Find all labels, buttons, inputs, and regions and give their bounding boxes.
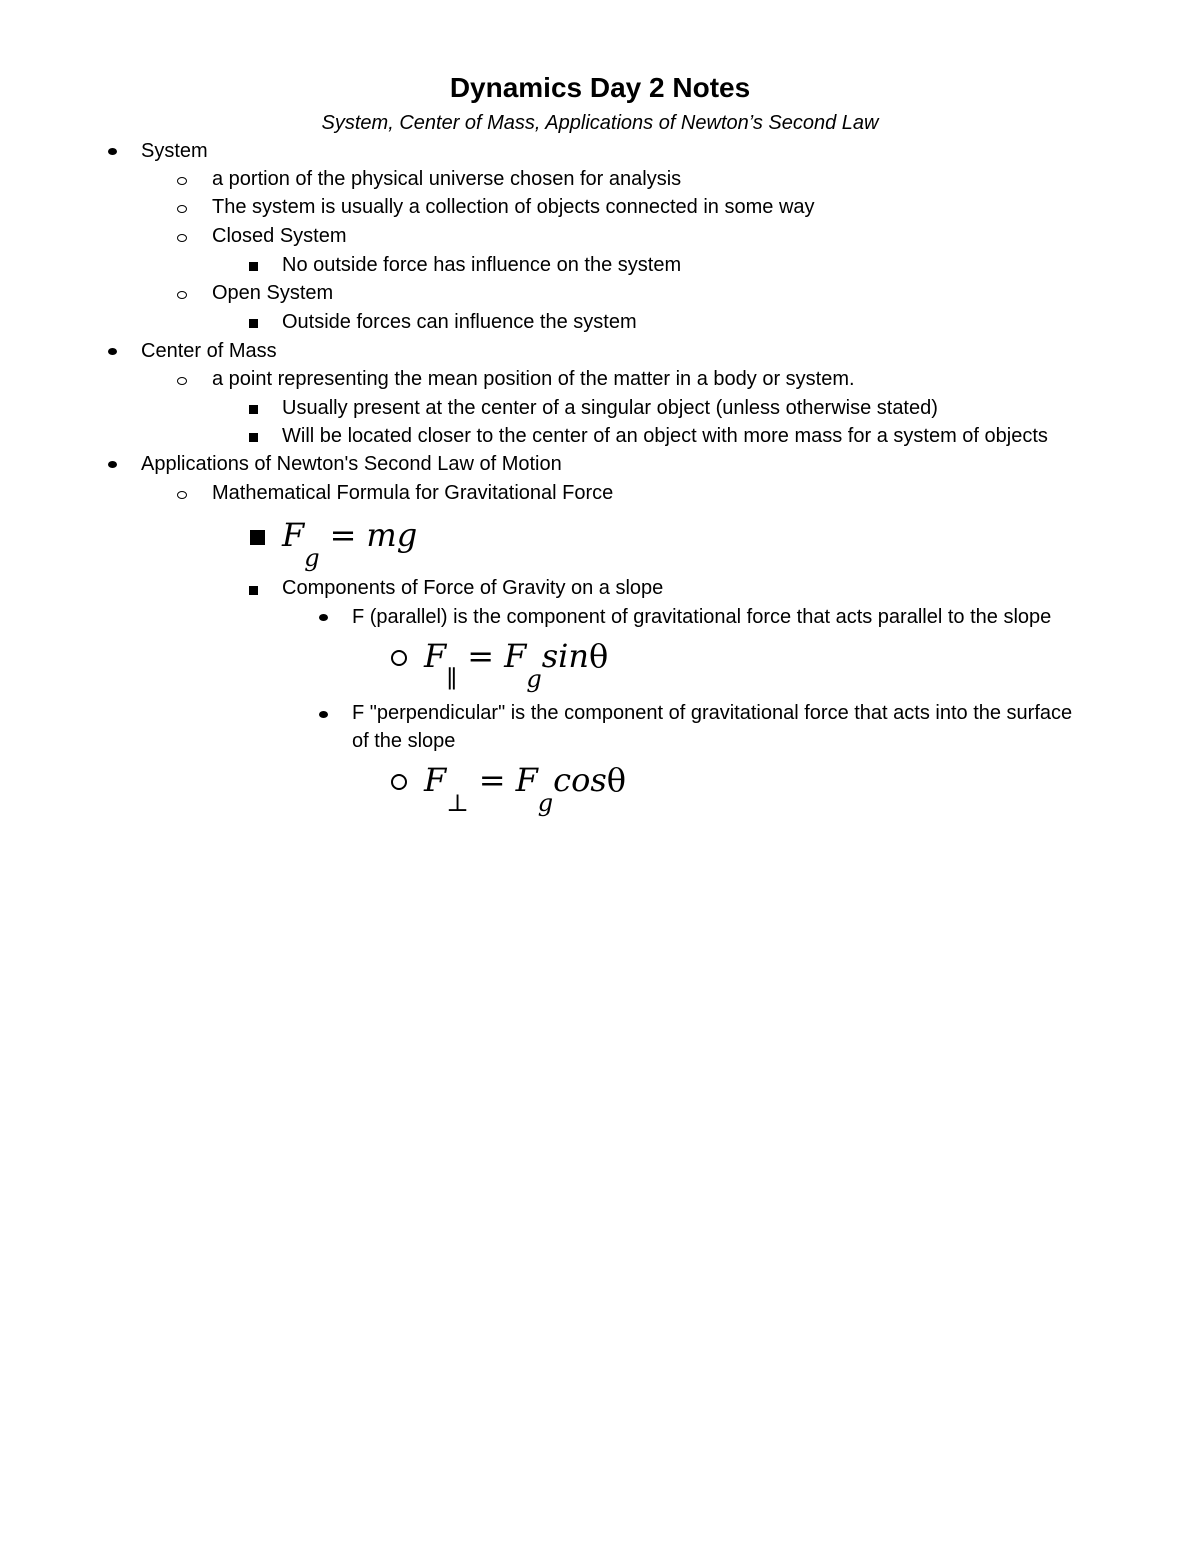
document-subtitle: System, Center of Mass, Applications of Newton’s Second Law [321,112,879,134]
circle-bullet-icon [391,650,407,666]
equation-subscript: g [304,544,320,572]
equation-subscript: g [526,665,542,693]
perpendicular-component-equation [424,760,627,817]
outline-newton-heading: Applications of Newton's Second Law of Motion [141,453,562,475]
equation-function: cos [553,761,607,799]
document-title: Dynamics Day 2 Notes [449,72,751,103]
parallel-component-equation [424,636,609,693]
list-item: F "perpendicular" is the component of gravitational force that acts into the surface [352,702,1073,724]
disc-bullet-icon [108,348,117,355]
list-item: Components of Force of Gravity on a slope [282,577,664,599]
square-bullet-icon [249,405,258,414]
equation-function: sin [541,637,589,675]
outline-center-of-mass-heading: Center of Mass [141,340,277,362]
equation-operator: = [329,516,357,554]
list-item: Open System [212,282,334,304]
equation-subscript: ∥ [446,665,458,693]
disc-bullet-icon [108,461,117,468]
list-item: Will be located closer to the center of an object with more mass for a system of objects [282,425,1048,447]
equation-symbol: F [424,761,447,799]
square-bullet-icon [249,586,258,595]
circle-bullet-icon [177,377,187,385]
list-item: Closed System [212,225,347,247]
gravity-equation [282,515,418,572]
list-item: a portion of the physical universe chosen for analysis [212,168,682,190]
disc-bullet-icon [108,148,117,155]
square-bullet-icon [249,433,258,442]
square-bullet-icon [249,319,258,328]
equation-symbol: F [515,761,538,799]
equation-angle: θ [606,761,627,799]
equation-symbol: F [504,637,527,675]
circle-bullet-icon [177,291,187,299]
circle-bullet-icon [177,205,187,213]
equation-angle: θ [588,637,609,675]
list-item: Mathematical Formula for Gravitational Force [212,482,614,504]
list-item-continuation: of the slope [352,730,456,752]
disc-bullet-icon [319,614,328,621]
equation-symbol: F [424,637,447,675]
list-item: a point representing the mean position of the matter in a body or system. [212,368,855,390]
list-item: Outside forces can influence the system [282,311,637,333]
equation-subscript: ⊥ [446,789,469,817]
equation-symbol: mg [366,516,418,554]
circle-bullet-icon [177,234,187,242]
circle-bullet-icon [177,177,187,185]
list-item: F (parallel) is the component of gravitational force that acts parallel to the slope [352,606,1052,628]
equation-symbol: F [282,516,305,554]
outline-system-heading: System [141,140,208,162]
list-item: The system is usually a collection of objects connected in some way [212,196,815,218]
equation-subscript: g [537,789,554,817]
equation-operator: = [467,637,495,675]
list-item: Usually present at the center of a singular object (unless otherwise stated) [282,397,938,419]
list-item: No outside force has influence on the system [282,254,682,276]
square-bullet-icon [249,262,258,271]
circle-bullet-icon [177,491,187,499]
square-bullet-icon [250,530,265,545]
equation-operator: = [478,761,506,799]
circle-bullet-icon [391,774,407,790]
disc-bullet-icon [319,711,328,718]
